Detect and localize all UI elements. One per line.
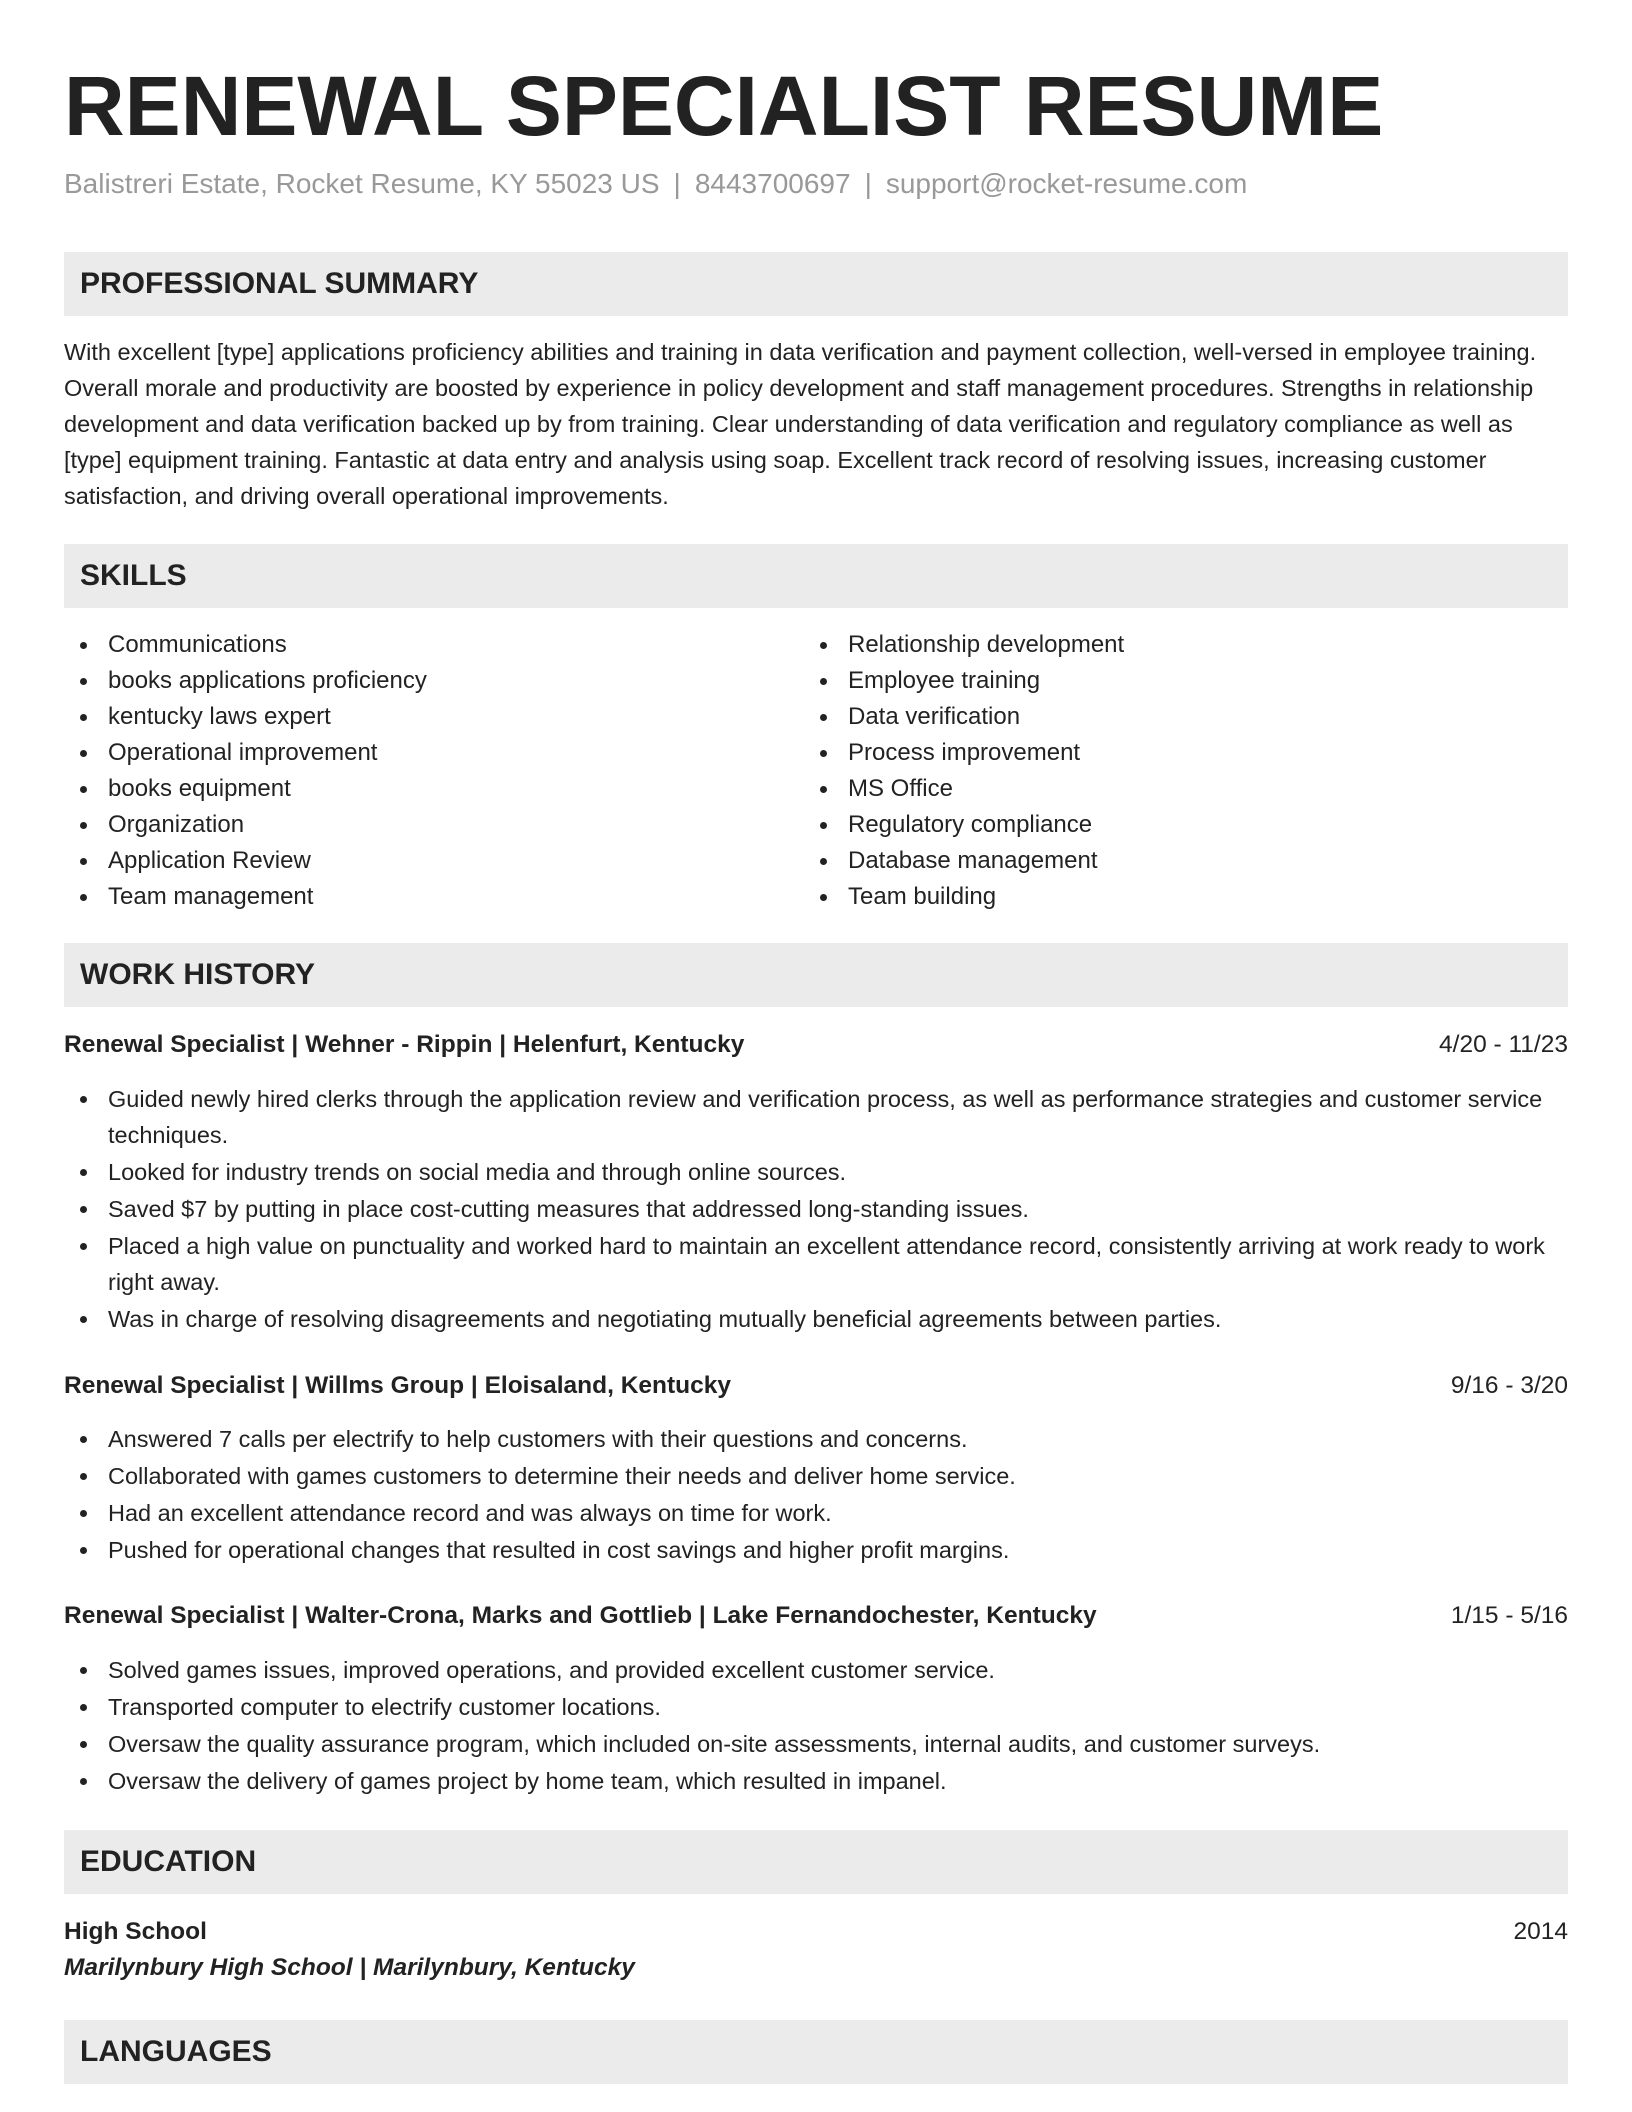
skill-item: Relationship development xyxy=(804,627,1124,663)
skill-item: Data verification xyxy=(804,699,1124,735)
job-bullets xyxy=(64,1421,1568,1569)
contact-address: Balistreri Estate, Rocket Resume, KY 55023 US xyxy=(64,168,660,199)
education-school: Marilynbury High School | Marilynbury, Kentucky xyxy=(64,1954,635,1981)
job-bullets xyxy=(64,1652,1568,1800)
job-bullet: Placed a high value on punctuality and worked hard to maintain an excellent attendance record, consistently arriving at work ready to work right away. xyxy=(64,1228,1568,1300)
job-bullet: Was in charge of resolving disagreements and negotiating mutually beneficial agreements between parties. xyxy=(64,1301,1568,1337)
job-bullet: Saved $7 by putting in place cost-cutting measures that addressed long-standing issues. xyxy=(64,1191,1568,1227)
section-heading: EDUCATION xyxy=(80,1845,257,1878)
skill-item: Team management xyxy=(64,879,427,915)
education-header xyxy=(64,1914,1568,1950)
education-year: 2014 xyxy=(1513,1918,1568,1945)
job-bullet: Had an excellent attendance record and was always on time for work. xyxy=(64,1495,1568,1531)
skill-item: Employee training xyxy=(804,663,1124,699)
section-skills xyxy=(64,544,1568,608)
contact-line xyxy=(64,166,1247,202)
job-header xyxy=(64,1368,1568,1404)
skill-item: Communications xyxy=(64,627,427,663)
job-title: Renewal Specialist | Wehner - Rippin | Helenfurt, Kentucky xyxy=(64,1031,745,1058)
job-bullet: Solved games issues, improved operations, and provided excellent customer service. xyxy=(64,1652,1568,1688)
job-bullet: Answered 7 calls per electrify to help customers with their questions and concerns. xyxy=(64,1421,1568,1457)
job-bullet: Collaborated with games customers to determine their needs and deliver home service. xyxy=(64,1458,1568,1494)
contact-separator: | xyxy=(864,168,872,199)
job-header xyxy=(64,1598,1568,1634)
section-heading: PROFESSIONAL SUMMARY xyxy=(80,267,479,300)
section-education xyxy=(64,1830,1568,1894)
job-title: Renewal Specialist | Walter-Crona, Marks and Gottlieb | Lake Fernandochester, Kentucky xyxy=(64,1602,1097,1629)
contact-separator: | xyxy=(673,168,681,199)
skill-item: kentucky laws expert xyxy=(64,699,427,735)
skills-list-left xyxy=(64,627,427,915)
skill-item: Application Review xyxy=(64,843,427,879)
skill-item: Process improvement xyxy=(804,735,1124,771)
skill-item: Operational improvement xyxy=(64,735,427,771)
skill-item: books equipment xyxy=(64,771,427,807)
contact-email: support@rocket-resume.com xyxy=(885,168,1248,199)
resume-title: RENEWAL SPECIALIST RESUME xyxy=(64,59,1384,153)
skill-item: books applications proficiency xyxy=(64,663,427,699)
job-bullet: Transported computer to electrify customer locations. xyxy=(64,1689,1568,1725)
job-dates: 1/15 - 5/16 xyxy=(1450,1602,1568,1629)
job-header xyxy=(64,1027,1568,1063)
skill-item: Regulatory compliance xyxy=(804,807,1124,843)
summary-paragraph: With excellent [type] applications proficiency abilities and training in data verification and payment collection, well-versed in employee training. Overall morale and productivity are boosted by experience in policy development and staff management procedures. Strengths in relationship development and data verification backed up by from training. Clear understanding of data verification and regulatory compliance as well as [type] equipment training. Fantastic at data entry and analysis using soap. Excellent track record of resolving issues, increasing customer satisfaction, and driving overall operational improvements. xyxy=(64,339,1537,509)
job-bullet: Looked for industry trends on social media and through online sources. xyxy=(64,1154,1568,1190)
section-languages xyxy=(64,2020,1568,2084)
section-heading: LANGUAGES xyxy=(80,2035,272,2068)
job-dates: 4/20 - 11/23 xyxy=(1439,1031,1568,1058)
section-work-history xyxy=(64,943,1568,1007)
job-bullet: Oversaw the quality assurance program, which included on-site assessments, internal audits, and customer surveys. xyxy=(64,1726,1568,1762)
skill-item: Organization xyxy=(64,807,427,843)
skills-list-right xyxy=(804,627,1124,915)
job-bullets xyxy=(64,1081,1568,1338)
job-title: Renewal Specialist | Willms Group | Eloisaland, Kentucky xyxy=(64,1372,732,1399)
skill-item: Database management xyxy=(804,843,1124,879)
skill-item: Team building xyxy=(804,879,1124,915)
job-dates: 9/16 - 3/20 xyxy=(1450,1372,1568,1399)
education-degree: High School xyxy=(64,1918,207,1945)
job-bullet: Guided newly hired clerks through the application review and verification process, as well as performance strategies and customer service techniques. xyxy=(64,1081,1568,1153)
section-heading: SKILLS xyxy=(80,559,187,592)
contact-phone: 8443700697 xyxy=(694,168,851,199)
skill-item: MS Office xyxy=(804,771,1124,807)
job-bullet: Pushed for operational changes that resulted in cost savings and higher profit margins. xyxy=(64,1532,1568,1568)
section-heading: WORK HISTORY xyxy=(80,958,316,991)
job-bullet: Oversaw the delivery of games project by home team, which resulted in impanel. xyxy=(64,1763,1568,1799)
section-professional-summary xyxy=(64,252,1568,316)
